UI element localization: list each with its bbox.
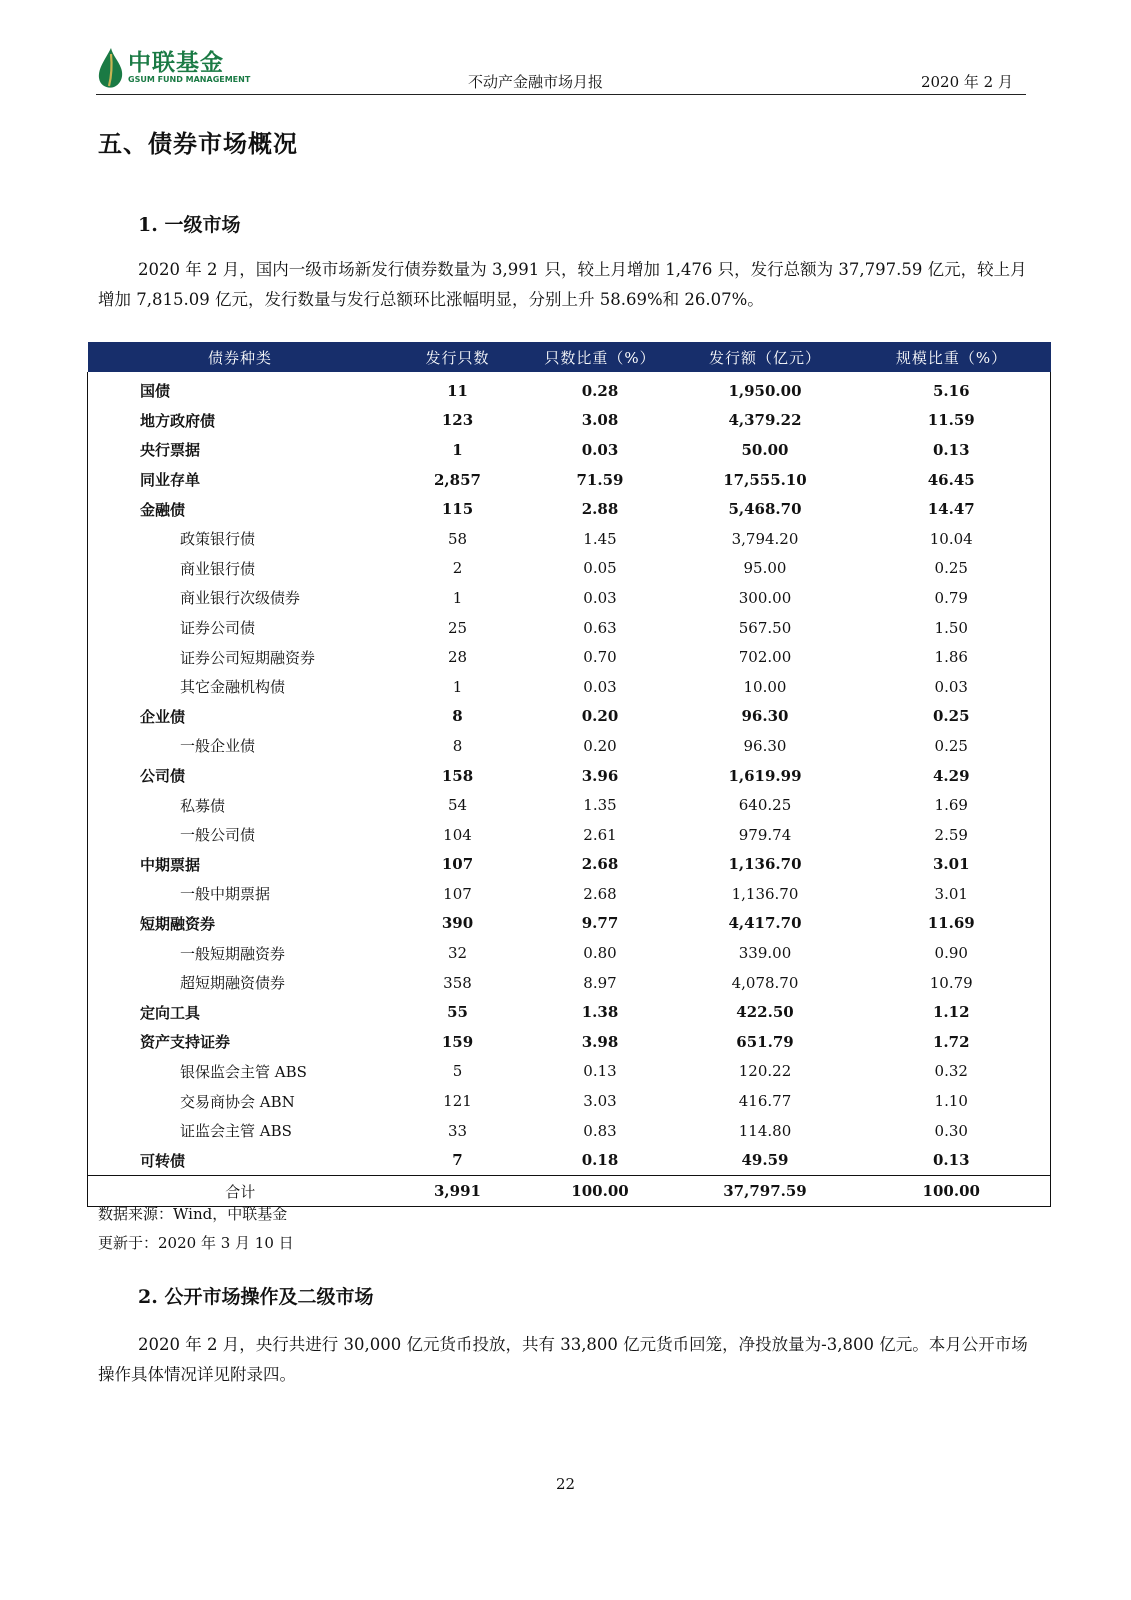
subsection-open-market-title: 2. 公开市场操作及二级市场 — [138, 1286, 374, 1308]
cell-count: 2 — [452, 559, 463, 578]
cell-count: 107 — [441, 855, 474, 874]
cell-count: 8 — [452, 736, 463, 755]
cell-name: 短期融资券 — [88, 909, 393, 939]
cell-amount-pct: 10.79 — [853, 968, 1051, 998]
col-header-amount-pct: 规模比重（%） — [853, 342, 1051, 372]
table-row — [88, 909, 1051, 939]
cell-name: 证监会主管 ABS — [88, 1116, 393, 1146]
cell-count-pct: 3.98 — [581, 1032, 619, 1051]
cell-amount: 979.74 — [738, 825, 792, 844]
table-body — [88, 372, 1051, 1207]
bond-issuance-table — [87, 342, 1051, 1207]
cell-name: 商业银行债 — [88, 554, 393, 584]
table-row — [88, 406, 1051, 436]
cell-amount-pct: 0.79 — [853, 583, 1051, 613]
table-row — [88, 850, 1051, 880]
cell-name: 资产支持证券 — [88, 1027, 393, 1057]
leaf-icon — [96, 46, 126, 90]
cell-amount-pct: 1.10 — [853, 1086, 1051, 1116]
updated-date-note: 更新于：2020 年 3 月 10 日 — [98, 1234, 294, 1252]
cell-amount: 120.22 — [738, 1062, 792, 1081]
cell-count: 28 — [447, 648, 468, 667]
table-row — [88, 372, 1051, 406]
cell-name: 其它金融机构债 — [88, 672, 393, 702]
cell-count-pct: 0.83 — [583, 1121, 617, 1140]
cell-name: 企业债 — [88, 702, 393, 732]
cell-amount-pct: 1.72 — [853, 1027, 1051, 1057]
cell-amount: 567.50 — [738, 618, 792, 637]
cell-amount: 651.79 — [736, 1032, 794, 1051]
cell-amount-pct: 0.03 — [853, 672, 1051, 702]
cell-amount: 1,619.99 — [728, 766, 802, 785]
cell-amount: 96.30 — [741, 707, 789, 726]
cell-count-pct: 1.35 — [583, 796, 617, 815]
cell-amount: 5,468.70 — [728, 500, 802, 519]
cell-count-pct: 0.28 — [581, 381, 619, 400]
table-row — [88, 465, 1051, 495]
header-divider — [96, 94, 1026, 95]
cell-amount: 339.00 — [738, 944, 792, 963]
col-header-count-pct: 只数比重（%） — [523, 342, 678, 372]
table-row — [88, 879, 1051, 909]
cell-amount: 95.00 — [743, 559, 787, 578]
cell-count-pct: 1.45 — [583, 529, 617, 548]
table-row — [88, 435, 1051, 465]
cell-count-pct: 1.38 — [581, 1003, 619, 1022]
cell-amount: 1,136.70 — [731, 884, 799, 903]
cell-count-pct: 0.20 — [581, 707, 619, 726]
table-row — [88, 1057, 1051, 1087]
table-row — [88, 997, 1051, 1027]
cell-name: 金融债 — [88, 494, 393, 524]
total-cell-count: 3,991 — [393, 1176, 523, 1207]
cell-name: 一般企业债 — [88, 731, 393, 761]
cell-count-pct: 0.03 — [581, 440, 619, 459]
cell-count: 55 — [447, 1003, 468, 1022]
cell-count-pct: 3.08 — [581, 411, 619, 430]
cell-name: 中期票据 — [88, 850, 393, 880]
table-row — [88, 494, 1051, 524]
cell-count-pct: 8.97 — [583, 973, 617, 992]
table-row — [88, 1116, 1051, 1146]
cell-amount-pct: 46.45 — [853, 465, 1051, 495]
cell-name: 可转债 — [88, 1145, 393, 1175]
cell-amount: 4,379.22 — [728, 411, 802, 430]
cell-count-pct: 0.20 — [583, 736, 617, 755]
table-row — [88, 761, 1051, 791]
cell-count: 33 — [447, 1121, 468, 1140]
cell-amount-pct: 3.01 — [853, 850, 1051, 880]
company-logo — [96, 44, 251, 92]
cell-amount-pct: 1.69 — [853, 790, 1051, 820]
table-row — [88, 613, 1051, 643]
cell-count: 7 — [452, 1151, 463, 1170]
table-row — [88, 702, 1051, 732]
total-cell-amount-pct: 100.00 — [853, 1176, 1051, 1207]
cell-amount: 640.25 — [738, 796, 792, 815]
cell-count: 104 — [443, 825, 472, 844]
cell-amount: 702.00 — [738, 648, 792, 667]
cell-count: 8 — [452, 707, 463, 726]
cell-amount: 17,555.10 — [723, 470, 807, 489]
col-header-type: 债券种类 — [88, 342, 393, 372]
cell-amount-pct: 4.29 — [853, 761, 1051, 791]
col-header-amount: 发行额（亿元） — [678, 342, 853, 372]
cell-name: 超短期融资债券 — [88, 968, 393, 998]
cell-amount-pct: 0.30 — [853, 1116, 1051, 1146]
cell-amount: 10.00 — [743, 677, 787, 696]
table-row — [88, 554, 1051, 584]
page-number: 22 — [555, 1475, 576, 1493]
cell-count-pct: 3.96 — [581, 766, 619, 785]
total-cell-count-pct: 100.00 — [523, 1176, 678, 1207]
logo-chinese-text: 中联基金 — [128, 50, 224, 76]
table-row — [88, 790, 1051, 820]
section-title: 五、债券市场概况 — [98, 129, 298, 158]
cell-name: 定向工具 — [88, 997, 393, 1027]
cell-count-pct: 0.03 — [583, 677, 617, 696]
cell-name: 一般中期票据 — [88, 879, 393, 909]
cell-amount-pct: 0.90 — [853, 938, 1051, 968]
cell-amount-pct: 0.32 — [853, 1057, 1051, 1087]
cell-count-pct: 0.70 — [583, 648, 617, 667]
cell-count: 121 — [443, 1092, 472, 1111]
cell-amount: 1,950.00 — [728, 381, 802, 400]
cell-amount: 4,417.70 — [728, 914, 802, 933]
cell-count-pct: 71.59 — [576, 470, 624, 489]
cell-amount: 96.30 — [743, 736, 787, 755]
table-row — [88, 820, 1051, 850]
cell-count: 58 — [447, 529, 468, 548]
cell-count-pct: 3.03 — [583, 1092, 617, 1111]
cell-name: 地方政府债 — [88, 406, 393, 436]
cell-amount-pct: 0.13 — [853, 435, 1051, 465]
cell-count: 11 — [447, 381, 468, 400]
cell-amount: 3,794.20 — [731, 529, 799, 548]
cell-name: 证券公司短期融资券 — [88, 642, 393, 672]
cell-name: 公司债 — [88, 761, 393, 791]
cell-name: 银保监会主管 ABS — [88, 1057, 393, 1087]
cell-amount: 1,136.70 — [728, 855, 802, 874]
table-row — [88, 1027, 1051, 1057]
cell-amount-pct: 5.16 — [853, 372, 1051, 406]
cell-name: 一般短期融资券 — [88, 938, 393, 968]
cell-count: 358 — [443, 973, 472, 992]
cell-amount-pct: 0.13 — [853, 1145, 1051, 1175]
report-title: 不动产金融市场月报 — [468, 73, 604, 91]
cell-count: 158 — [441, 766, 474, 785]
cell-amount-pct: 0.25 — [853, 731, 1051, 761]
cell-amount: 422.50 — [736, 1003, 794, 1022]
total-cell-amount: 37,797.59 — [678, 1176, 853, 1207]
cell-count-pct: 2.68 — [581, 855, 619, 874]
cell-amount: 50.00 — [741, 440, 789, 459]
cell-amount-pct: 1.12 — [853, 997, 1051, 1027]
cell-count: 107 — [443, 884, 472, 903]
cell-amount-pct: 10.04 — [853, 524, 1051, 554]
cell-count: 2,857 — [434, 470, 481, 489]
cell-amount: 114.80 — [738, 1121, 792, 1140]
table-row — [88, 731, 1051, 761]
cell-amount-pct: 0.25 — [853, 554, 1051, 584]
open-market-paragraph: 2020 年 2 月，央行共进行 30,000 亿元货币投放，共有 33,800 亿元货币回笼，净投放量为-3,800 亿元。本月公开市场操作具体情况详见附录四。 — [98, 1335, 1028, 1384]
table-row — [88, 1086, 1051, 1116]
cell-amount: 49.59 — [741, 1151, 789, 1170]
cell-count-pct: 9.77 — [581, 914, 619, 933]
cell-amount: 416.77 — [738, 1092, 792, 1111]
cell-count: 25 — [447, 618, 468, 637]
cell-count-pct: 0.80 — [583, 944, 617, 963]
table-total-row — [88, 1176, 1051, 1207]
cell-name: 国债 — [88, 372, 393, 406]
cell-count-pct: 2.68 — [583, 884, 617, 903]
cell-name: 政策银行债 — [88, 524, 393, 554]
cell-count: 115 — [441, 500, 474, 519]
cell-count-pct: 2.88 — [581, 500, 619, 519]
data-source-note: 数据来源：Wind，中联基金 — [98, 1205, 288, 1223]
cell-amount-pct: 2.59 — [853, 820, 1051, 850]
cell-count: 390 — [441, 914, 474, 933]
table-row — [88, 583, 1051, 613]
table-header-row — [88, 342, 1051, 372]
cell-count: 32 — [447, 944, 468, 963]
cell-count: 123 — [441, 411, 474, 430]
cell-count-pct: 0.05 — [583, 559, 617, 578]
cell-name: 私募债 — [88, 790, 393, 820]
cell-count: 1 — [452, 588, 463, 607]
cell-name: 同业存单 — [88, 465, 393, 495]
cell-amount-pct: 0.25 — [853, 702, 1051, 732]
cell-name: 央行票据 — [88, 435, 393, 465]
cell-count: 159 — [441, 1032, 474, 1051]
cell-count: 1 — [452, 677, 463, 696]
cell-count-pct: 0.18 — [581, 1151, 619, 1170]
cell-count-pct: 0.13 — [583, 1062, 617, 1081]
cell-amount-pct: 14.47 — [853, 494, 1051, 524]
table-row — [88, 524, 1051, 554]
total-cell-name: 合计 — [88, 1176, 393, 1207]
table-row — [88, 968, 1051, 998]
cell-amount-pct: 1.86 — [853, 642, 1051, 672]
cell-amount-pct: 3.01 — [853, 879, 1051, 909]
cell-amount-pct: 1.50 — [853, 613, 1051, 643]
col-header-count: 发行只数 — [393, 342, 523, 372]
logo-english-text: GSUM FUND MANAGEMENT — [128, 75, 251, 84]
cell-name: 一般公司债 — [88, 820, 393, 850]
cell-count-pct: 0.03 — [583, 588, 617, 607]
table-row — [88, 1145, 1051, 1175]
cell-amount-pct: 11.59 — [853, 406, 1051, 436]
cell-count: 1 — [452, 440, 463, 459]
cell-count-pct: 2.61 — [583, 825, 617, 844]
report-date: 2020 年 2 月 — [920, 73, 1013, 91]
cell-name: 交易商协会 ABN — [88, 1086, 393, 1116]
cell-amount: 4,078.70 — [731, 973, 799, 992]
cell-name: 商业银行次级债券 — [88, 583, 393, 613]
cell-count: 5 — [452, 1062, 463, 1081]
cell-name: 证券公司债 — [88, 613, 393, 643]
table-row — [88, 938, 1051, 968]
table-row — [88, 642, 1051, 672]
cell-count: 54 — [447, 796, 468, 815]
cell-count-pct: 0.63 — [583, 618, 617, 637]
table-row — [88, 672, 1051, 702]
cell-amount: 300.00 — [738, 588, 792, 607]
subsection-primary-market-title: 1. 一级市场 — [138, 214, 241, 236]
primary-market-paragraph: 2020 年 2 月，国内一级市场新发行债券数量为 3,991 只，较上月增加 1,476 只，发行总额为 37,797.59 亿元，较上月增加 7,815.09 亿元，发行数量与发行总额环比涨幅明显，分别上升 58.69%和 26.07%。 — [98, 260, 1027, 309]
cell-amount-pct: 11.69 — [853, 909, 1051, 939]
